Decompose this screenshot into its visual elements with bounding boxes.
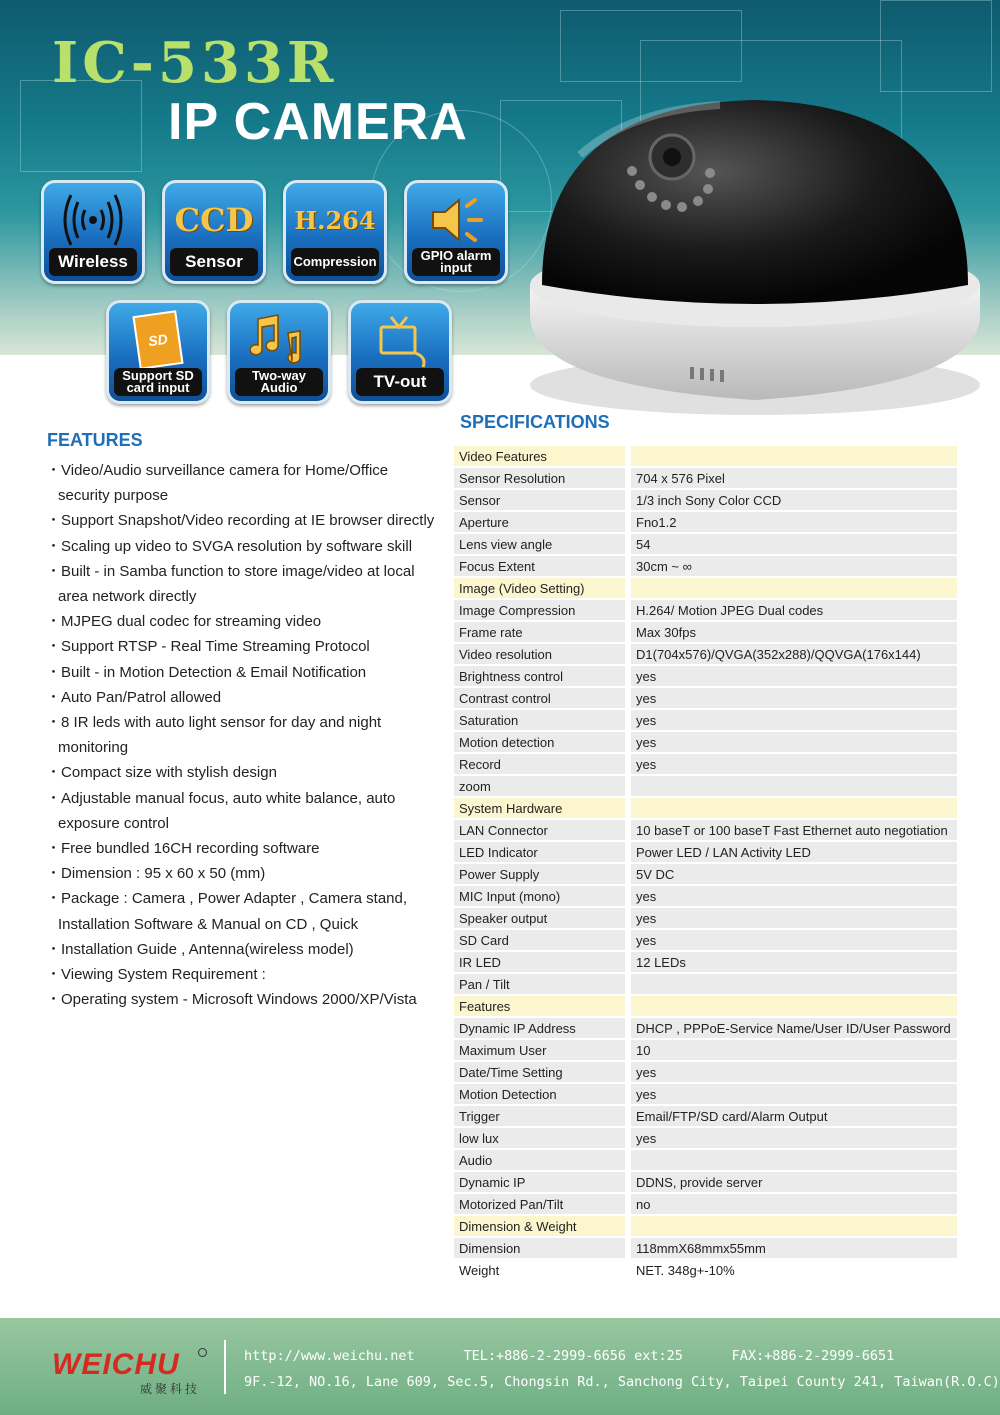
spec-value: yes [625,1128,957,1148]
model-title: IC-533R [52,30,338,96]
tv-icon [351,309,449,371]
ccd-icon: CCD [174,201,254,239]
spec-value: Max 30fps [625,622,957,642]
specifications-table [454,444,957,1282]
contact-line: http://www.weichu.net TEL:+886-2-2999-6656 ext:25 FAX:+886-2-2999-6651 [244,1348,895,1364]
spec-label: Dynamic IP [454,1172,625,1192]
list-item: ・ Operating system - Microsoft Windows 2000/XP/Vista [46,987,436,1012]
address-line: 9F.-12, NO.16, Lane 609, Sec.5, Chongsin Rd., Sanchong City, Taipei County 241, Taiwan(R.O.C) [244,1374,1000,1390]
spec-label: Motorized Pan/Tilt [454,1194,625,1214]
spec-label: LAN Connector [454,820,625,840]
spec-value: yes [625,666,957,686]
badge-label: TV-out [356,368,444,396]
registered-icon [198,1348,207,1357]
spec-label: Video Features [454,446,625,466]
spec-value: yes [625,886,957,906]
spec-label: Features [454,996,625,1016]
table-row [454,1238,957,1258]
table-row [454,1106,957,1126]
table-row [454,688,957,708]
spec-label: SD Card [454,930,625,950]
badge-label: Wireless [49,248,137,276]
spec-label: Dimension [454,1238,625,1258]
spec-label: Speaker output [454,908,625,928]
features-title: FEATURES [47,430,143,450]
spec-value: yes [625,688,957,708]
spec-value: NET. 348g+-10% [625,1260,957,1280]
badge-wireless [41,180,145,284]
spec-label: Dimension & Weight [454,1216,625,1236]
spec-value: yes [625,710,957,730]
spec-value: 12 LEDs [625,952,957,972]
table-row [454,754,957,774]
table-row [454,1062,957,1082]
spec-label: IR LED [454,952,625,972]
table-row [454,1172,957,1192]
spec-label: Motion Detection [454,1084,625,1104]
spec-label: Saturation [454,710,625,730]
spec-category-row [454,798,957,818]
spec-label: LED Indicator [454,842,625,862]
table-row [454,1194,957,1214]
table-row [454,930,957,950]
spec-value: yes [625,908,957,928]
music-note-icon [230,309,328,371]
spec-value: H.264/ Motion JPEG Dual codes [625,600,957,620]
list-item: ・ Scaling up video to SVGA resolution by software skill [46,534,436,559]
table-row [454,644,957,664]
table-row [454,952,957,972]
spec-value: yes [625,754,957,774]
badge-label: GPIO alarm input [412,248,500,276]
spec-value: 118mmX68mmx55mm [625,1238,957,1258]
table-row [454,886,957,906]
spec-label: zoom [454,776,625,796]
list-item: ・ Support Snapshot/Video recording at IE browser directly [46,508,436,533]
table-row [454,512,957,532]
spec-label: Frame rate [454,622,625,642]
spec-value: no [625,1194,957,1214]
list-item: ・ Built - in Motion Detection & Email Notification [46,660,436,685]
spec-value [625,974,957,994]
spec-value: yes [625,1062,957,1082]
spec-label: Focus Extent [454,556,625,576]
list-item: ・ Package : Camera , Power Adapter , Camera stand, Installation Software & Manual on CD , Quick [46,886,436,936]
table-row [454,864,957,884]
badge-label: Two-way Audio [235,368,323,396]
spec-label: Video resolution [454,644,625,664]
page-title: IP CAMERA [168,93,468,151]
table-row [454,1150,957,1170]
spec-value: 1/3 inch Sony Color CCD [625,490,957,510]
table-row [454,556,957,576]
badge-label: Support SD card input [114,368,202,396]
spec-label: Audio [454,1150,625,1170]
spec-label: Image (Video Setting) [454,578,625,598]
list-item: ・ Adjustable manual focus, auto white balance, auto exposure control [46,786,436,836]
table-row [454,710,957,730]
spec-label: Brightness control [454,666,625,686]
spec-label: Image Compression [454,600,625,620]
spec-value [625,1150,957,1170]
spec-value: yes [625,1084,957,1104]
spec-label: Record [454,754,625,774]
spec-label: Lens view angle [454,534,625,554]
table-row [454,622,957,642]
spec-label: Aperture [454,512,625,532]
table-row [454,666,957,686]
footer [0,1318,1000,1415]
spec-value [625,798,957,818]
table-row [454,1128,957,1148]
table-row [454,842,957,862]
table-row [454,1084,957,1104]
spec-value: D1(704x576)/QVGA(352x288)/QQVGA(176x144) [625,644,957,664]
spec-label: MIC Input (mono) [454,886,625,906]
spec-label: Weight [454,1260,625,1280]
table-row [454,820,957,840]
sd-card-icon: SD [109,309,207,371]
wireless-icon [44,189,142,251]
company-logo: WEICHU [52,1348,180,1381]
spec-label: Contrast control [454,688,625,708]
table-row [454,468,957,488]
spec-label: Power Supply [454,864,625,884]
badge-audio [227,300,331,404]
list-item: ・ Installation Guide , Antenna(wireless model) [46,937,436,962]
badge-sd-card [106,300,210,404]
list-item: ・ Support RTSP - Real Time Streaming Protocol [46,634,436,659]
spec-label: low lux [454,1128,625,1148]
spec-label: Sensor [454,490,625,510]
spec-value: Fno1.2 [625,512,957,532]
list-item: ・ Video/Audio surveillance camera for Home/Office security purpose [46,458,436,508]
list-item: ・ MJPEG dual codec for streaming video [46,609,436,634]
badge-ccd [162,180,266,284]
table-row [454,1018,957,1038]
circuit-line [880,0,992,92]
spec-label: Maximum User [454,1040,625,1060]
badge-label: Sensor [170,248,258,276]
list-item: ・ Auto Pan/Patrol allowed [46,685,436,710]
list-item: ・ Compact size with stylish design [46,760,436,785]
table-row [454,534,957,554]
spec-label: Trigger [454,1106,625,1126]
spec-label: Date/Time Setting [454,1062,625,1082]
table-row [454,490,957,510]
spec-label: System Hardware [454,798,625,818]
camera-image [520,85,990,425]
table-row [454,1260,957,1280]
spec-label: Motion detection [454,732,625,752]
spec-value: 10 [625,1040,957,1060]
specifications-title: SPECIFICATIONS [460,412,610,432]
spec-value: DDNS, provide server [625,1172,957,1192]
spec-value [625,996,957,1016]
spec-category-row [454,1216,957,1236]
company-name-chinese: 威聚科技 [140,1382,201,1396]
badge-h264 [283,180,387,284]
h264-icon: H.264 [294,205,376,235]
list-item: ・ Viewing System Requirement : [46,962,436,987]
spec-value: 5V DC [625,864,957,884]
spec-value: 30cm ~ ∞ [625,556,957,576]
list-item: ・ Dimension : 95 x 60 x 50 (mm) [46,861,436,886]
spec-category-row [454,996,957,1016]
spec-value: 704 x 576 Pixel [625,468,957,488]
spec-value: Email/FTP/SD card/Alarm Output [625,1106,957,1126]
spec-value [625,578,957,598]
table-row [454,908,957,928]
spec-category-row [454,578,957,598]
spec-label: Dynamic IP Address [454,1018,625,1038]
spec-value: yes [625,732,957,752]
list-item: ・ 8 IR leds with auto light sensor for day and night monitoring [46,710,436,760]
badge-gpio [404,180,508,284]
table-row [454,732,957,752]
badge-label: Compression [291,248,379,276]
spec-value [625,446,957,466]
table-row [454,1040,957,1060]
spec-value: 10 baseT or 100 baseT Fast Ethernet auto negotiation [625,820,957,840]
list-item: ・ Built - in Samba function to store image/video at local area network directly [46,559,436,609]
features-list [46,458,436,1012]
spec-value [625,776,957,796]
list-item: ・ Free bundled 16CH recording software [46,836,436,861]
speaker-icon [407,189,505,251]
spec-value: Power LED / LAN Activity LED [625,842,957,862]
table-row [454,600,957,620]
table-row [454,974,957,994]
spec-value: DHCP , PPPoE-Service Name/User ID/User Password [625,1018,957,1038]
badge-tv-out [348,300,452,404]
table-row [454,776,957,796]
spec-value: 54 [625,534,957,554]
spec-label: Pan / Tilt [454,974,625,994]
divider [224,1340,226,1394]
spec-value: yes [625,930,957,950]
spec-category-row [454,446,957,466]
spec-label: Sensor Resolution [454,468,625,488]
spec-value [625,1216,957,1236]
